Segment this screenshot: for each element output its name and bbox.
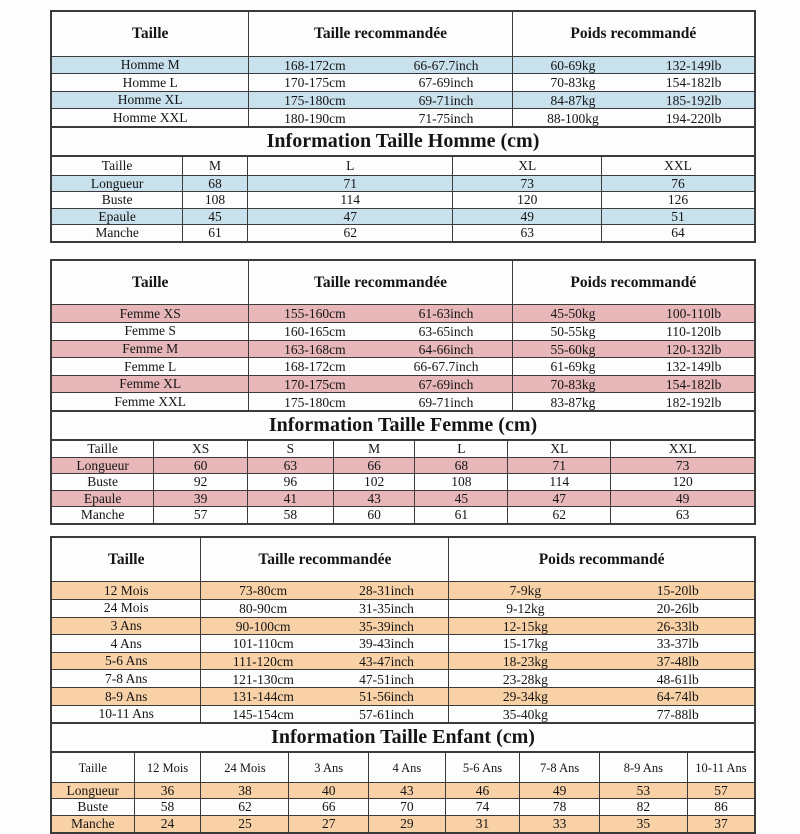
measurement-value: 114 — [508, 474, 611, 491]
weight-kg-value: 9-12kg — [506, 601, 545, 616]
weight-recommended-cell — [512, 56, 755, 74]
enfant-section-title: Information Taille Enfant (cm) — [50, 724, 756, 751]
enfant-meas-header: 10-11 Ans — [687, 752, 755, 782]
measurement-value: 120 — [611, 474, 755, 491]
measurement-value: 102 — [333, 474, 415, 491]
femme-rec-row-label: Femme L — [51, 358, 249, 376]
size-cm-value: 168-172cm — [284, 57, 346, 73]
enfant-meas-header: 24 Mois — [201, 752, 289, 782]
size-cm-value: 73-80cm — [239, 583, 288, 599]
weight-lb-value: 48-61lb — [656, 671, 699, 687]
homme-rec-header-row — [51, 11, 755, 56]
enfant-meas-header: 4 Ans — [368, 752, 445, 782]
measurement-value: 24 — [134, 815, 201, 832]
femme-meas-header: XL — [508, 440, 611, 457]
measurement-value: 62 — [201, 799, 289, 816]
size-inch-value: 66-67.7inch — [413, 57, 479, 73]
size-cm-value: 80-90cm — [239, 601, 288, 616]
femme-meas-row — [51, 490, 755, 507]
weight-lb-value: 110-120lb — [666, 323, 722, 339]
weight-lb-value: 154-182lb — [665, 75, 722, 91]
enfant-rec-row — [51, 599, 755, 617]
measurement-value: 60 — [333, 507, 415, 524]
weight-recommended-cell — [512, 340, 755, 358]
measurement-value: 58 — [134, 799, 201, 816]
measurement-value: 62 — [508, 507, 611, 524]
size-recommended-cell — [201, 688, 449, 706]
weight-kg-value: 23-28kg — [502, 671, 548, 687]
enfant-rec-row-label: 7-8 Ans — [51, 670, 201, 688]
enfant-rec-row — [51, 652, 755, 670]
measurement-value: 63 — [453, 225, 602, 242]
femme-meas-header: XS — [154, 440, 248, 457]
weight-recommended-cell — [449, 599, 755, 617]
enfant-rec-row-label: 5-6 Ans — [51, 652, 201, 670]
measurement-value: 29 — [368, 815, 445, 832]
measurement-value: 53 — [599, 782, 687, 799]
homme-rec-row — [51, 91, 755, 109]
weight-recommended-cell — [449, 617, 755, 635]
femme-rec-row-label: Femme S — [51, 322, 249, 340]
homme-meas-header-row — [51, 156, 755, 175]
measurement-value: 60 — [154, 457, 248, 474]
measurement-value: 49 — [453, 208, 602, 225]
homme-section-title: Information Taille Homme (cm) — [50, 128, 756, 155]
measurement-value: 58 — [247, 507, 333, 524]
size-cm-value: 90-100cm — [235, 618, 291, 634]
enfant-rec-row — [51, 670, 755, 688]
measurement-value: 86 — [687, 799, 755, 816]
enfant-rec-row — [51, 635, 755, 653]
measurement-value: 33 — [520, 815, 600, 832]
weight-lb-value: 132-149lb — [665, 57, 722, 73]
femme-meas-header: M — [333, 440, 415, 457]
homme-rec-row — [51, 56, 755, 74]
weight-lb-value: 120-132lb — [665, 341, 722, 357]
femme-rec-row — [51, 358, 755, 376]
homme-meas-header: XL — [453, 156, 602, 175]
size-recommended-cell — [249, 74, 512, 92]
homme-rec-header: Taille — [51, 11, 249, 56]
enfant-rec-row — [51, 688, 755, 706]
size-chart — [50, 10, 756, 834]
femme-rec-header: Poids recommandé — [512, 260, 755, 305]
measurement-value: 71 — [247, 175, 453, 192]
weight-lb-value: 185-192lb — [665, 92, 722, 108]
size-recommended-cell — [201, 652, 449, 670]
homme-measurement-table — [50, 155, 756, 243]
size-cm-value: 160-165cm — [284, 323, 346, 339]
enfant-rec-row-label: 24 Mois — [51, 599, 201, 617]
homme-rec-row-label: Homme XL — [51, 91, 249, 109]
homme-meas-row-label: Manche — [51, 225, 183, 242]
size-recommended-cell — [201, 617, 449, 635]
weight-recommended-cell — [512, 74, 755, 92]
weight-lb-value: 15-20lb — [656, 583, 699, 599]
femme-rec-row-label: Femme XL — [51, 375, 249, 393]
weight-lb-value: 20-26lb — [656, 601, 699, 616]
size-cm-value: 101-110cm — [232, 636, 294, 652]
femme-recommendation-table — [50, 259, 756, 412]
size-inch-value: 69-71inch — [418, 394, 474, 410]
enfant-meas-row-label: Manche — [51, 815, 134, 832]
femme-meas-row-label: Buste — [51, 474, 154, 491]
femme-meas-row-label: Longueur — [51, 457, 154, 474]
enfant-rec-row — [51, 617, 755, 635]
size-inch-value: 67-69inch — [418, 376, 474, 392]
measurement-value: 108 — [183, 192, 248, 209]
measurement-value: 39 — [154, 490, 248, 507]
homme-meas-row — [51, 192, 755, 209]
weight-kg-value: 35-40kg — [502, 706, 548, 722]
homme-meas-row-label: Buste — [51, 192, 183, 209]
size-inch-value: 47-51inch — [359, 671, 414, 687]
homme-meas-row-label: Epaule — [51, 208, 183, 225]
size-inch-value: 31-35inch — [359, 601, 414, 616]
homme-meas-row — [51, 175, 755, 192]
size-inch-value: 61-63inch — [418, 306, 474, 322]
measurement-value: 47 — [247, 208, 453, 225]
measurement-value: 96 — [247, 474, 333, 491]
weight-kg-value: 7-9kg — [509, 583, 542, 599]
measurement-value: 49 — [611, 490, 755, 507]
measurement-value: 114 — [247, 192, 453, 209]
weight-recommended-cell — [512, 358, 755, 376]
homme-rec-row — [51, 109, 755, 127]
weight-lb-value: 33-37lb — [656, 636, 699, 652]
measurement-value: 62 — [247, 225, 453, 242]
weight-lb-value: 194-220lb — [665, 110, 722, 126]
homme-rec-row — [51, 74, 755, 92]
weight-kg-value: 70-83kg — [550, 376, 596, 392]
enfant-meas-header: 12 Mois — [134, 752, 201, 782]
weight-recommended-cell — [449, 582, 755, 600]
size-cm-value: 175-180cm — [284, 92, 346, 108]
measurement-value: 66 — [333, 457, 415, 474]
enfant-rec-header: Poids recommandé — [449, 537, 755, 582]
size-recommended-cell — [201, 635, 449, 653]
homme-meas-header: Taille — [51, 156, 183, 175]
femme-meas-row — [51, 474, 755, 491]
measurement-value: 74 — [445, 799, 520, 816]
size-recommended-cell — [201, 705, 449, 723]
weight-kg-value: 12-15kg — [502, 618, 548, 634]
weight-kg-value: 88-100kg — [547, 110, 599, 126]
enfant-meas-header: Taille — [51, 752, 134, 782]
measurement-value: 45 — [415, 490, 508, 507]
size-recommended-cell — [249, 358, 512, 376]
weight-kg-value: 61-69kg — [550, 359, 596, 375]
size-recommended-cell — [201, 670, 449, 688]
enfant-meas-header: 8-9 Ans — [599, 752, 687, 782]
size-recommended-cell — [249, 340, 512, 358]
measurement-value: 76 — [602, 175, 756, 192]
size-cm-value: 170-175cm — [284, 75, 346, 91]
size-recommended-cell — [249, 375, 512, 393]
size-inch-value: 39-43inch — [359, 636, 414, 652]
size-recommended-cell — [249, 322, 512, 340]
measurement-value: 46 — [445, 782, 520, 799]
homme-rec-row-label: Homme XXL — [51, 109, 249, 127]
femme-meas-row-label: Manche — [51, 507, 154, 524]
enfant-meas-row — [51, 815, 755, 832]
weight-recommended-cell — [449, 670, 755, 688]
weight-recommended-cell — [512, 322, 755, 340]
femme-meas-header: Taille — [51, 440, 154, 457]
weight-kg-value: 60-69kg — [550, 57, 596, 73]
weight-lb-value: 182-192lb — [665, 394, 722, 410]
measurement-value: 78 — [520, 799, 600, 816]
measurement-value: 64 — [602, 225, 756, 242]
enfant-rec-row-label: 4 Ans — [51, 635, 201, 653]
weight-recommended-cell — [512, 375, 755, 393]
size-inch-value: 66-67.7inch — [413, 359, 479, 375]
measurement-value: 68 — [183, 175, 248, 192]
femme-meas-header-row — [51, 440, 755, 457]
femme-rec-row — [51, 393, 755, 411]
femme-rec-row — [51, 322, 755, 340]
size-inch-value: 43-47inch — [359, 653, 414, 669]
enfant-meas-header: 5-6 Ans — [445, 752, 520, 782]
measurement-value: 66 — [289, 799, 369, 816]
size-section-homme — [50, 10, 756, 243]
measurement-value: 82 — [599, 799, 687, 816]
enfant-meas-row — [51, 799, 755, 816]
measurement-value: 31 — [445, 815, 520, 832]
weight-lb-value: 64-74lb — [656, 689, 699, 705]
measurement-value: 68 — [415, 457, 508, 474]
size-section-femme — [50, 259, 756, 525]
femme-measurement-table — [50, 439, 756, 525]
weight-recommended-cell — [449, 688, 755, 706]
size-cm-value: 145-154cm — [232, 706, 294, 722]
size-recommended-cell — [201, 599, 449, 617]
weight-recommended-cell — [512, 393, 755, 411]
measurement-value: 108 — [415, 474, 508, 491]
weight-lb-value: 37-48lb — [656, 653, 699, 669]
measurement-value: 51 — [602, 208, 756, 225]
femme-meas-header: XXL — [611, 440, 755, 457]
measurement-value: 92 — [154, 474, 248, 491]
measurement-value: 126 — [602, 192, 756, 209]
femme-rec-header: Taille — [51, 260, 249, 305]
enfant-rec-header: Taille recommandée — [201, 537, 449, 582]
enfant-rec-header: Taille — [51, 537, 201, 582]
homme-rec-row-label: Homme L — [51, 74, 249, 92]
homme-meas-row — [51, 225, 755, 242]
measurement-value: 38 — [201, 782, 289, 799]
femme-rec-row-label: Femme XXL — [51, 393, 249, 411]
measurement-value: 61 — [415, 507, 508, 524]
size-recommended-cell — [201, 582, 449, 600]
measurement-value: 73 — [611, 457, 755, 474]
size-inch-value: 64-66inch — [418, 341, 474, 357]
size-cm-value: 163-168cm — [284, 341, 346, 357]
size-inch-value: 71-75inch — [418, 110, 474, 126]
measurement-value: 49 — [520, 782, 600, 799]
size-cm-value: 175-180cm — [284, 394, 346, 410]
weight-lb-value: 100-110lb — [666, 306, 722, 322]
measurement-value: 25 — [201, 815, 289, 832]
femme-rec-row-label: Femme XS — [51, 305, 249, 323]
size-inch-value: 35-39inch — [359, 618, 414, 634]
size-recommended-cell — [249, 109, 512, 127]
size-cm-value: 155-160cm — [284, 306, 346, 322]
measurement-value: 47 — [508, 490, 611, 507]
enfant-meas-header: 7-8 Ans — [520, 752, 600, 782]
homme-meas-header: M — [183, 156, 248, 175]
enfant-rec-header-row — [51, 537, 755, 582]
femme-rec-row — [51, 340, 755, 358]
enfant-rec-row-label: 3 Ans — [51, 617, 201, 635]
femme-meas-header: L — [415, 440, 508, 457]
measurement-value: 63 — [611, 507, 755, 524]
weight-recommended-cell — [449, 705, 755, 723]
weight-kg-value: 45-50kg — [550, 306, 596, 322]
femme-rec-header: Taille recommandée — [249, 260, 512, 305]
enfant-meas-header: 3 Ans — [289, 752, 369, 782]
weight-kg-value: 15-17kg — [502, 636, 548, 652]
size-inch-value: 63-65inch — [418, 323, 474, 339]
homme-meas-row — [51, 208, 755, 225]
measurement-value: 43 — [368, 782, 445, 799]
weight-kg-value: 50-55kg — [550, 323, 596, 339]
femme-meas-row — [51, 507, 755, 524]
weight-kg-value: 84-87kg — [550, 92, 596, 108]
enfant-rec-row-label: 12 Mois — [51, 582, 201, 600]
homme-meas-header: L — [247, 156, 453, 175]
enfant-meas-row-label: Buste — [51, 799, 134, 816]
weight-lb-value: 132-149lb — [665, 359, 722, 375]
enfant-meas-row-label: Longueur — [51, 782, 134, 799]
homme-recommendation-table — [50, 10, 756, 128]
weight-lb-value: 26-33lb — [656, 618, 699, 634]
femme-section-title: Information Taille Femme (cm) — [50, 412, 756, 439]
size-cm-value: 180-190cm — [284, 110, 346, 126]
size-cm-value: 170-175cm — [284, 376, 346, 392]
femme-meas-row — [51, 457, 755, 474]
measurement-value: 57 — [154, 507, 248, 524]
weight-kg-value: 18-23kg — [502, 653, 548, 669]
weight-recommended-cell — [512, 109, 755, 127]
femme-rec-row — [51, 375, 755, 393]
weight-recommended-cell — [449, 652, 755, 670]
homme-rec-header: Poids recommandé — [512, 11, 755, 56]
size-inch-value: 57-61inch — [359, 706, 414, 722]
measurement-value: 120 — [453, 192, 602, 209]
homme-meas-header: XXL — [602, 156, 756, 175]
femme-meas-row-label: Epaule — [51, 490, 154, 507]
weight-kg-value: 83-87kg — [550, 394, 596, 410]
enfant-rec-row — [51, 705, 755, 723]
measurement-value: 43 — [333, 490, 415, 507]
measurement-value: 27 — [289, 815, 369, 832]
weight-kg-value: 70-83kg — [550, 75, 596, 91]
size-inch-value: 28-31inch — [359, 583, 414, 599]
enfant-measurement-table — [50, 751, 756, 833]
size-recommended-cell — [249, 305, 512, 323]
enfant-rec-row — [51, 582, 755, 600]
size-recommended-cell — [249, 393, 512, 411]
size-section-enfant — [50, 536, 756, 834]
femme-rec-row — [51, 305, 755, 323]
weight-kg-value: 29-34kg — [502, 689, 548, 705]
femme-rec-row-label: Femme M — [51, 340, 249, 358]
size-cm-value: 111-120cm — [232, 653, 294, 669]
femme-rec-header-row — [51, 260, 755, 305]
size-inch-value: 69-71inch — [418, 92, 474, 108]
measurement-value: 35 — [599, 815, 687, 832]
measurement-value: 45 — [183, 208, 248, 225]
measurement-value: 61 — [183, 225, 248, 242]
measurement-value: 70 — [368, 799, 445, 816]
weight-lb-value: 154-182lb — [665, 376, 722, 392]
size-cm-value: 121-130cm — [232, 671, 294, 687]
size-inch-value: 51-56inch — [359, 689, 414, 705]
measurement-value: 73 — [453, 175, 602, 192]
measurement-value: 41 — [247, 490, 333, 507]
measurement-value: 63 — [247, 457, 333, 474]
weight-recommended-cell — [512, 91, 755, 109]
enfant-recommendation-table — [50, 536, 756, 725]
enfant-meas-row — [51, 782, 755, 799]
enfant-rec-row-label: 8-9 Ans — [51, 688, 201, 706]
femme-meas-header: S — [247, 440, 333, 457]
weight-recommended-cell — [449, 635, 755, 653]
homme-rec-row-label: Homme M — [51, 56, 249, 74]
weight-kg-value: 55-60kg — [550, 341, 596, 357]
measurement-value: 71 — [508, 457, 611, 474]
enfant-rec-row-label: 10-11 Ans — [51, 705, 201, 723]
size-cm-value: 131-144cm — [232, 689, 294, 705]
size-cm-value: 168-172cm — [284, 359, 346, 375]
size-recommended-cell — [249, 56, 512, 74]
measurement-value: 40 — [289, 782, 369, 799]
size-recommended-cell — [249, 91, 512, 109]
measurement-value: 37 — [687, 815, 755, 832]
measurement-value: 57 — [687, 782, 755, 799]
homme-meas-row-label: Longueur — [51, 175, 183, 192]
weight-recommended-cell — [512, 305, 755, 323]
weight-lb-value: 77-88lb — [656, 706, 699, 722]
homme-rec-header: Taille recommandée — [249, 11, 512, 56]
measurement-value: 36 — [134, 782, 201, 799]
size-inch-value: 67-69inch — [418, 75, 474, 91]
enfant-meas-header-row — [51, 752, 755, 782]
